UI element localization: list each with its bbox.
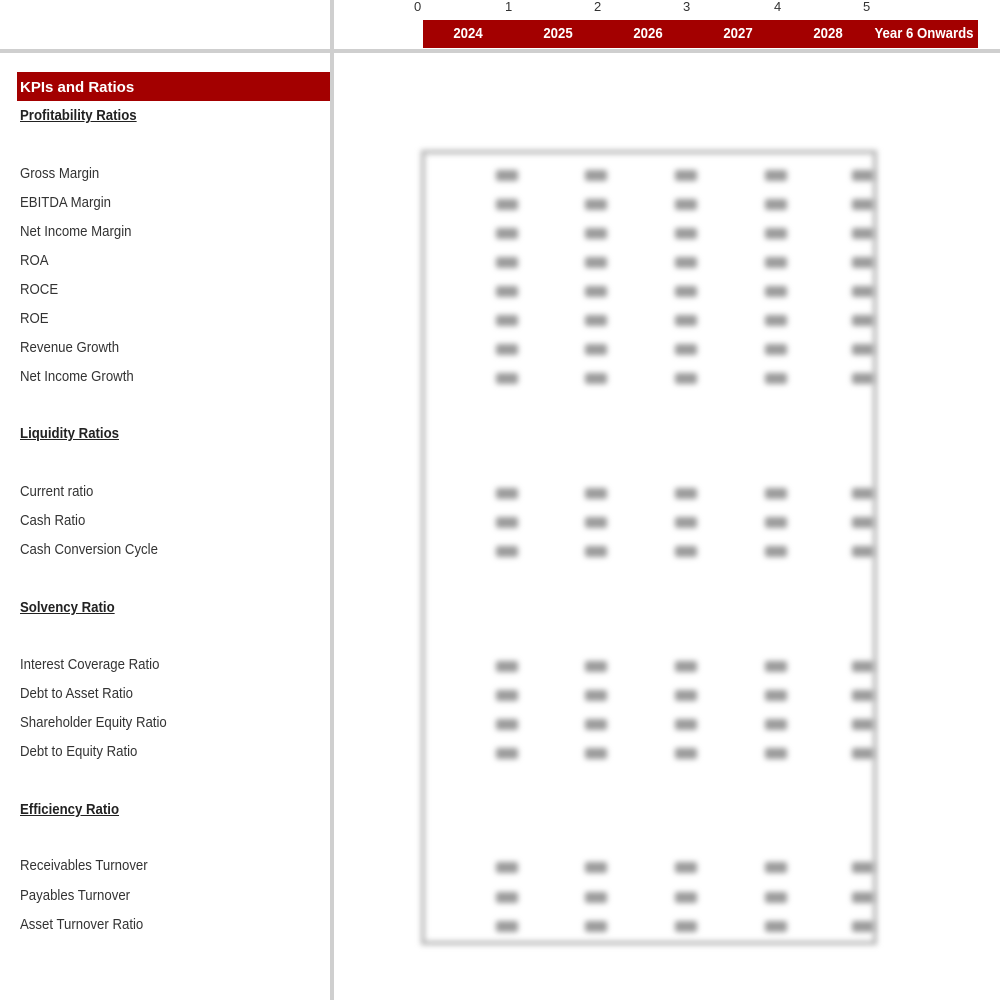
- blurred-value-cell: [675, 286, 697, 297]
- blurred-data-table: [421, 150, 877, 945]
- blurred-value-cell: [585, 257, 607, 268]
- blurred-value-cell: [585, 546, 607, 557]
- row-label-ebitda-margin: EBITDA Margin: [20, 194, 111, 211]
- blurred-value-cell: [852, 170, 874, 181]
- blurred-value-cell: [585, 344, 607, 355]
- blurred-value-cell: [496, 488, 518, 499]
- blurred-value-cell: [765, 257, 787, 268]
- blurred-value-cell: [675, 661, 697, 672]
- blurred-value-cell: [496, 344, 518, 355]
- blurred-value-cell: [496, 373, 518, 384]
- row-label-revenue-growth: Revenue Growth: [20, 339, 120, 356]
- blurred-value-cell: [675, 228, 697, 239]
- blurred-value-cell: [675, 257, 697, 268]
- blurred-value-cell: [765, 921, 787, 932]
- row-label-payables-turnover: Payables Turnover: [20, 887, 131, 904]
- blurred-value-cell: [585, 690, 607, 701]
- blurred-value-cell: [585, 199, 607, 210]
- blurred-value-cell: [765, 488, 787, 499]
- blurred-value-cell: [675, 344, 697, 355]
- blurred-value-cell: [765, 661, 787, 672]
- blurred-value-cell: [496, 257, 518, 268]
- blurred-value-cell: [765, 546, 787, 557]
- blurred-value-cell: [852, 921, 874, 932]
- blurred-value-cell: [852, 199, 874, 210]
- blurred-value-cell: [765, 199, 787, 210]
- blurred-value-cell: [675, 373, 697, 384]
- blurred-value-cell: [765, 286, 787, 297]
- row-label-shareholder-equity-ratio: Shareholder Equity Ratio: [20, 714, 167, 731]
- blurred-value-cell: [852, 286, 874, 297]
- year-header-2024: 2024: [453, 25, 483, 42]
- blurred-value-cell: [496, 719, 518, 730]
- year-header-2026: 2026: [633, 25, 663, 42]
- row-label-roe: ROE: [20, 310, 49, 327]
- blurred-value-cell: [675, 517, 697, 528]
- blurred-value-cell: [852, 517, 874, 528]
- row-label-roa: ROA: [20, 252, 49, 269]
- blurred-value-cell: [496, 315, 518, 326]
- section-heading-profitability: Profitability Ratios: [20, 107, 137, 124]
- blurred-value-cell: [585, 373, 607, 384]
- blurred-value-cell: [852, 315, 874, 326]
- blurred-value-cell: [675, 748, 697, 759]
- blurred-value-cell: [585, 661, 607, 672]
- blurred-value-cell: [852, 488, 874, 499]
- blurred-value-cell: [496, 199, 518, 210]
- section-heading-efficiency: Efficiency Ratio: [20, 801, 120, 818]
- blurred-value-cell: [585, 719, 607, 730]
- blurred-value-cell: [852, 373, 874, 384]
- section-heading-solvency: Solvency Ratio: [20, 599, 115, 616]
- blurred-value-cell: [675, 170, 697, 181]
- year-header-2027: 2027: [723, 25, 753, 42]
- blurred-value-cell: [852, 719, 874, 730]
- blurred-value-cell: [765, 170, 787, 181]
- blurred-value-cell: [496, 661, 518, 672]
- blurred-value-cell: [585, 286, 607, 297]
- blurred-value-cell: [765, 748, 787, 759]
- row-label-asset-turnover-ratio: Asset Turnover Ratio: [20, 916, 144, 933]
- blurred-value-cell: [675, 862, 697, 873]
- blurred-value-cell: [496, 862, 518, 873]
- blurred-value-cell: [852, 546, 874, 557]
- row-label-current-ratio: Current ratio: [20, 483, 94, 500]
- row-label-cash-conversion-cycle: Cash Conversion Cycle: [20, 541, 158, 558]
- blurred-value-cell: [496, 921, 518, 932]
- horizontal-divider: [0, 49, 1000, 53]
- blurred-value-cell: [496, 748, 518, 759]
- year-header-2025: 2025: [543, 25, 573, 42]
- blurred-value-cell: [675, 719, 697, 730]
- blurred-value-cell: [675, 199, 697, 210]
- year-header-year-6-onwards: Year 6 Onwards: [874, 25, 974, 42]
- year-header-2028: 2028: [813, 25, 843, 42]
- blurred-value-cell: [765, 315, 787, 326]
- blurred-value-cell: [765, 373, 787, 384]
- blurred-value-cell: [675, 315, 697, 326]
- blurred-value-cell: [585, 921, 607, 932]
- column-index-1: 1: [505, 0, 513, 14]
- column-index-2: 2: [594, 0, 602, 14]
- blurred-value-cell: [852, 690, 874, 701]
- blurred-value-cell: [496, 892, 518, 903]
- column-index-3: 3: [683, 0, 691, 14]
- blurred-value-cell: [852, 257, 874, 268]
- blurred-value-cell: [765, 690, 787, 701]
- blurred-value-cell: [852, 228, 874, 239]
- column-index-0: 0: [414, 0, 422, 14]
- blurred-value-cell: [852, 661, 874, 672]
- blurred-value-cell: [765, 862, 787, 873]
- row-label-net-income-margin: Net Income Margin: [20, 223, 132, 240]
- vertical-divider: [330, 0, 334, 1000]
- section-heading-liquidity: Liquidity Ratios: [20, 425, 119, 442]
- blurred-value-cell: [585, 228, 607, 239]
- column-index-5: 5: [863, 0, 871, 14]
- blurred-value-cell: [496, 228, 518, 239]
- blurred-value-cell: [765, 228, 787, 239]
- blurred-value-cell: [675, 892, 697, 903]
- blurred-value-cell: [496, 546, 518, 557]
- blurred-value-cell: [852, 748, 874, 759]
- row-label-roce: ROCE: [20, 281, 59, 298]
- blurred-value-cell: [496, 286, 518, 297]
- blurred-value-cell: [675, 488, 697, 499]
- row-label-interest-coverage-ratio: Interest Coverage Ratio: [20, 656, 160, 673]
- blurred-value-cell: [585, 748, 607, 759]
- blurred-value-cell: [765, 892, 787, 903]
- row-label-debt-to-asset-ratio: Debt to Asset Ratio: [20, 685, 133, 702]
- blurred-value-cell: [765, 344, 787, 355]
- blurred-value-cell: [585, 488, 607, 499]
- blurred-value-cell: [852, 862, 874, 873]
- blurred-value-cell: [765, 517, 787, 528]
- row-label-debt-to-equity-ratio: Debt to Equity Ratio: [20, 743, 138, 760]
- blurred-value-cell: [496, 170, 518, 181]
- column-index-4: 4: [774, 0, 782, 14]
- blurred-value-cell: [585, 862, 607, 873]
- blurred-value-cell: [765, 719, 787, 730]
- row-label-receivables-turnover: Receivables Turnover: [20, 857, 148, 874]
- blurred-value-cell: [585, 517, 607, 528]
- blurred-value-cell: [675, 690, 697, 701]
- blurred-value-cell: [585, 892, 607, 903]
- blurred-value-cell: [675, 546, 697, 557]
- row-label-net-income-growth: Net Income Growth: [20, 368, 134, 385]
- blurred-value-cell: [585, 170, 607, 181]
- blurred-value-cell: [496, 690, 518, 701]
- row-label-cash-ratio: Cash Ratio: [20, 512, 86, 529]
- blurred-value-cell: [585, 315, 607, 326]
- blurred-value-cell: [852, 892, 874, 903]
- kpis-ratios-title: KPIs and Ratios: [17, 72, 330, 101]
- blurred-value-cell: [675, 921, 697, 932]
- blurred-value-cell: [496, 517, 518, 528]
- row-label-gross-margin: Gross Margin: [20, 165, 100, 182]
- blurred-value-cell: [852, 344, 874, 355]
